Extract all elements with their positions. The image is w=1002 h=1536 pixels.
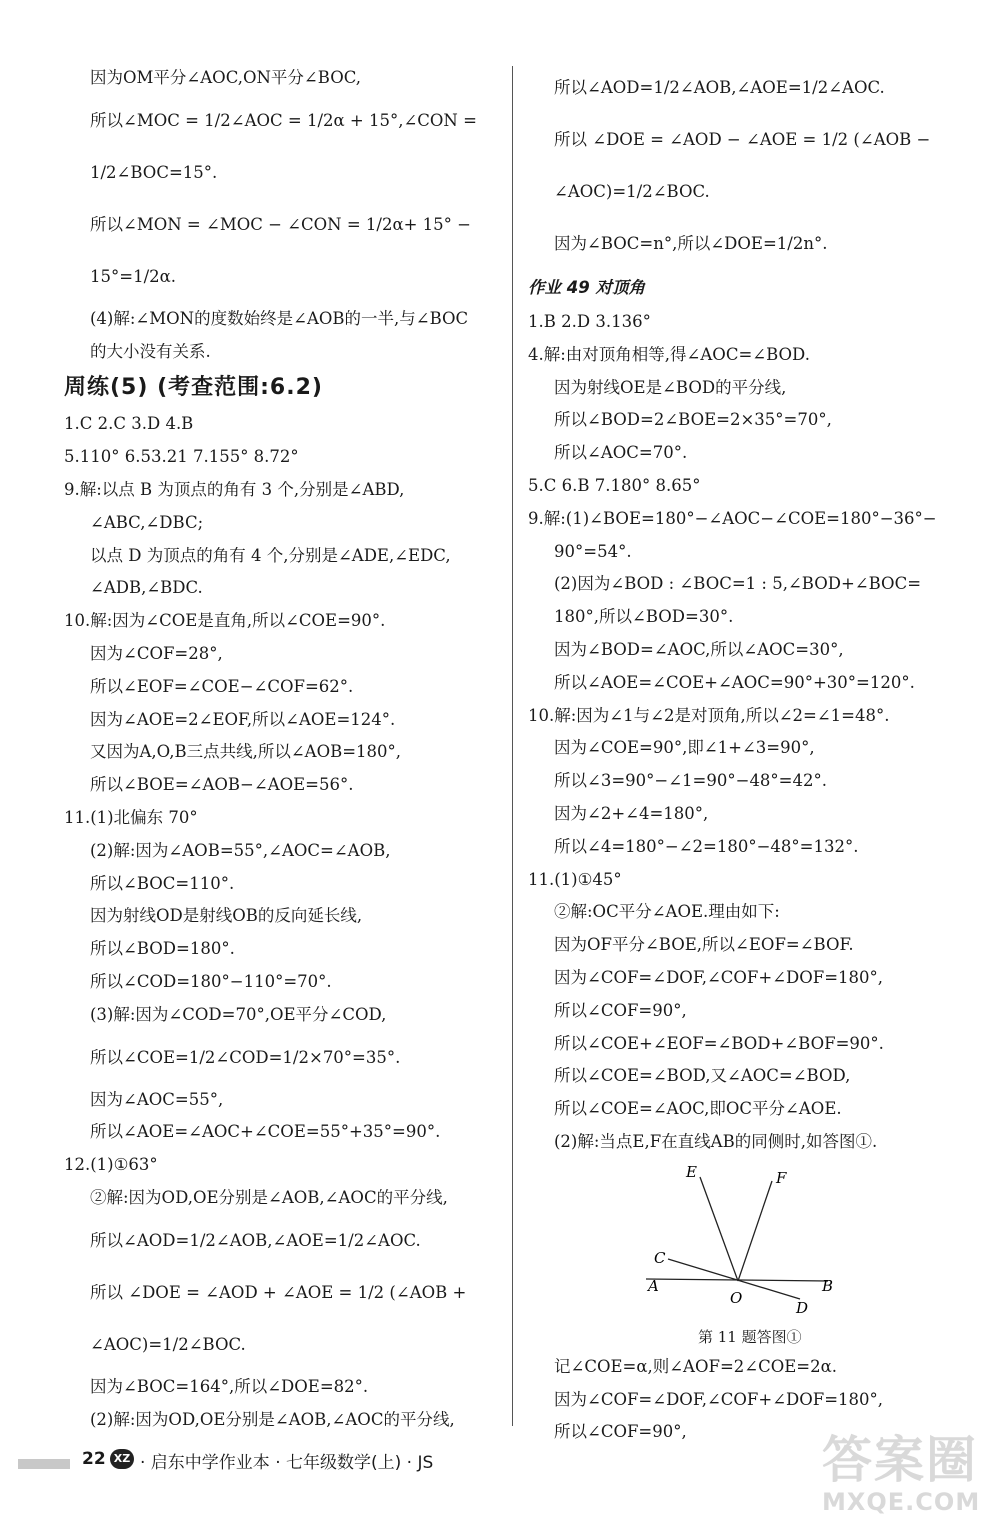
answer-line: 以点 D 为顶点的角有 4 个,分别是∠ADE,∠EDC,	[90, 545, 451, 565]
answer-line: 10.解:因为∠1与∠2是对顶角,所以∠2=∠1=48°.	[528, 705, 890, 725]
answer-line: 因为射线OD是射线OB的反向延长线,	[90, 906, 363, 926]
answer-line: 1.B 2.D 3.136°	[528, 312, 651, 331]
answer-line: 所以∠BOC=110°.	[90, 873, 235, 893]
answer-line: 15°=1/2α.	[90, 266, 177, 286]
answer-line: 所以∠AOE=∠AOC+∠COE=55°+35°=90°.	[90, 1122, 441, 1142]
answer-line: 所以∠COE=∠BOD,又∠AOC=∠BOD,	[554, 1066, 851, 1086]
answer-line: 因为∠2+∠4=180°,	[554, 803, 709, 823]
answer-line: ∠ADB,∠BDC.	[90, 578, 203, 598]
answer-line: 5.C 6.B 7.180° 8.65°	[528, 475, 701, 495]
angle-figure	[638, 1159, 858, 1319]
answer-line: 11.(1)①45°	[528, 869, 622, 889]
answer-line: (2)因为∠BOD : ∠BOC=1 : 5,∠BOD+∠BOC=	[554, 574, 922, 594]
answer-line: 所以 ∠DOE = ∠AOD + ∠AOE = 1/2 (∠AOB +	[90, 1282, 467, 1302]
answer-line: 1/2∠BOC=15°.	[90, 162, 218, 182]
right-column-top	[528, 62, 968, 1159]
answer-line: 因为∠COF=∠DOF,∠COF+∠DOF=180°,	[554, 967, 884, 987]
fig-label-a: A	[648, 1276, 659, 1295]
answer-line: 所以∠BOD=180°.	[90, 939, 235, 959]
right-column	[528, 62, 968, 1449]
answer-line: 因为射线OE是∠BOD的平分线,	[554, 377, 787, 397]
watermark-text: 答案圈	[822, 1431, 978, 1489]
column-divider	[512, 66, 513, 1426]
answer-line: 所以∠COD=180°−110°=70°.	[90, 971, 332, 991]
answer-line: 因为∠BOC=164°,所以∠DOE=82°.	[90, 1376, 369, 1396]
answer-line: 所以∠COE+∠EOF=∠BOD+∠BOF=90°.	[554, 1033, 884, 1053]
answer-line: 所以∠AOE=∠COE+∠AOC=90°+30°=120°.	[554, 672, 915, 692]
answer-line: (2)解:当点E,F在直线AB的同侧时,如答图①.	[554, 1131, 878, 1151]
answer-line: 12.(1)①63°	[64, 1155, 158, 1175]
answer-line: 9.解:(1)∠BOE=180°−∠AOC−∠COE=180°−36°−	[528, 508, 937, 528]
answer-line: 所以∠4=180°−∠2=180°−48°=132°.	[554, 836, 859, 856]
answer-line: 所以∠BOE=∠AOB−∠AOE=56°.	[90, 775, 354, 795]
answer-line: ②解:因为OD,OE分别是∠AOB,∠AOC的平分线,	[90, 1187, 448, 1207]
answer-line: 所以∠COE=∠AOC,即OC平分∠AOE.	[554, 1099, 842, 1119]
answer-line: 10.解:因为∠COE是直角,所以∠COE=90°.	[64, 611, 386, 631]
answer-line: 180°,所以∠BOD=30°.	[554, 607, 734, 627]
answer-line: ∠ABC,∠DBC;	[90, 512, 204, 532]
watermark-logo	[822, 1432, 992, 1532]
answer-line: 因为∠AOE=2∠EOF,所以∠AOE=124°.	[90, 709, 396, 729]
answer-line: 4.解:由对顶角相等,得∠AOC=∠BOD.	[528, 344, 810, 364]
answer-line: 因为∠COF=28°,	[90, 643, 223, 663]
answer-line: 所以∠COF=90°,	[554, 1000, 687, 1020]
answer-line: 所以∠AOD=1/2∠AOB,∠AOE=1/2∠AOC.	[554, 78, 885, 97]
answer-line: 所以∠AOD=1/2∠AOB,∠AOE=1/2∠AOC.	[90, 1230, 421, 1250]
answer-line: 所以∠EOF=∠COE−∠COF=62°.	[90, 676, 354, 696]
answer-line: 所以∠MON = ∠MOC − ∠CON = 1/2α+ 15° −	[90, 214, 471, 234]
fig-label-e: E	[686, 1162, 697, 1181]
fig-label-o: O	[730, 1288, 743, 1307]
page-number: 22	[82, 1449, 106, 1469]
answer-line: 5.110° 6.53.21 7.155° 8.72°	[64, 447, 299, 467]
answer-line: (2)解:因为∠AOB=55°,∠AOC=∠AOB,	[90, 840, 391, 860]
answer-line: 因为∠COF=∠DOF,∠COF+∠DOF=180°,	[554, 1389, 884, 1409]
answer-line: 因为OF平分∠BOE,所以∠EOF=∠BOF.	[554, 935, 854, 955]
answer-line: (4)解:∠MON的度数始终是∠AOB的一半,与∠BOC	[90, 308, 469, 328]
answer-line: 1.C 2.C 3.D 4.B	[64, 414, 194, 434]
answer-line: 9.解:以点 B 为顶点的角有 3 个,分别是∠ABD,	[64, 479, 405, 499]
answer-line: 11.(1)北偏东 70°	[64, 807, 198, 827]
answer-line: 所以∠BOD=2∠BOE=2×35°=70°,	[554, 410, 832, 430]
answer-line: 因为OM平分∠AOC,ON平分∠BOC,	[90, 68, 362, 87]
series-badge: XZ	[110, 1449, 134, 1469]
answer-line: 因为∠BOC=n°,所以∠DOE=1/2n°.	[554, 234, 828, 253]
answer-line: ②解:OC平分∠AOE.理由如下:	[554, 902, 780, 922]
answer-line: 所以∠AOC=70°.	[554, 443, 688, 463]
answer-line: 所以∠COE=1/2∠COD=1/2×70°=35°.	[90, 1047, 401, 1067]
answer-line: 90°=54°.	[554, 541, 632, 561]
book-title: · 启东中学作业本 · 七年级数学(上) · JS	[140, 1453, 434, 1473]
fig-label-d: D	[796, 1298, 809, 1317]
answer-line: ∠AOC)=1/2∠BOC.	[554, 182, 710, 201]
answer-line: 因为∠AOC=55°,	[90, 1089, 224, 1109]
section-heading: 周练(5) (考查范围:6.2)	[64, 375, 323, 401]
fig-label-f: F	[776, 1168, 787, 1187]
answer-line: 因为∠BOD=∠AOC,所以∠AOC=30°,	[554, 639, 844, 659]
homework-heading: 作业 49 对顶角	[528, 278, 645, 297]
answer-line: 所以 ∠DOE = ∠AOD − ∠AOE = 1/2 (∠AOB −	[554, 130, 931, 149]
answer-line: 记∠COE=α,则∠AOF=2∠COE=2α.	[554, 1356, 838, 1376]
answer-line: 所以∠3=90°−∠1=90°−48°=42°.	[554, 771, 827, 791]
fig-label-b: B	[822, 1276, 834, 1295]
answer-line: ∠AOC)=1/2∠BOC.	[90, 1334, 246, 1354]
fig-label-c: C	[654, 1248, 666, 1267]
answer-line: 所以∠MOC = 1/2∠AOC = 1/2α + 15°,∠CON =	[90, 110, 477, 130]
footer-decor-bar	[18, 1459, 70, 1469]
answer-line: 的大小没有关系.	[90, 341, 211, 361]
left-column	[64, 62, 500, 1436]
watermark-url: MXQE.COM	[822, 1488, 981, 1516]
answer-line: 因为∠COE=90°,即∠1+∠3=90°,	[554, 738, 815, 758]
answer-line: 所以∠COF=90°,	[554, 1422, 687, 1442]
answer-line: 又因为A,O,B三点共线,所以∠AOB=180°,	[90, 742, 402, 762]
answer-line: (3)解:因为∠COD=70°,OE平分∠COD,	[90, 1004, 387, 1024]
answer-line: (2)解:因为OD,OE分别是∠AOB,∠AOC的平分线,	[90, 1409, 455, 1429]
figure-caption: 第 11 题答图①	[698, 1327, 802, 1346]
